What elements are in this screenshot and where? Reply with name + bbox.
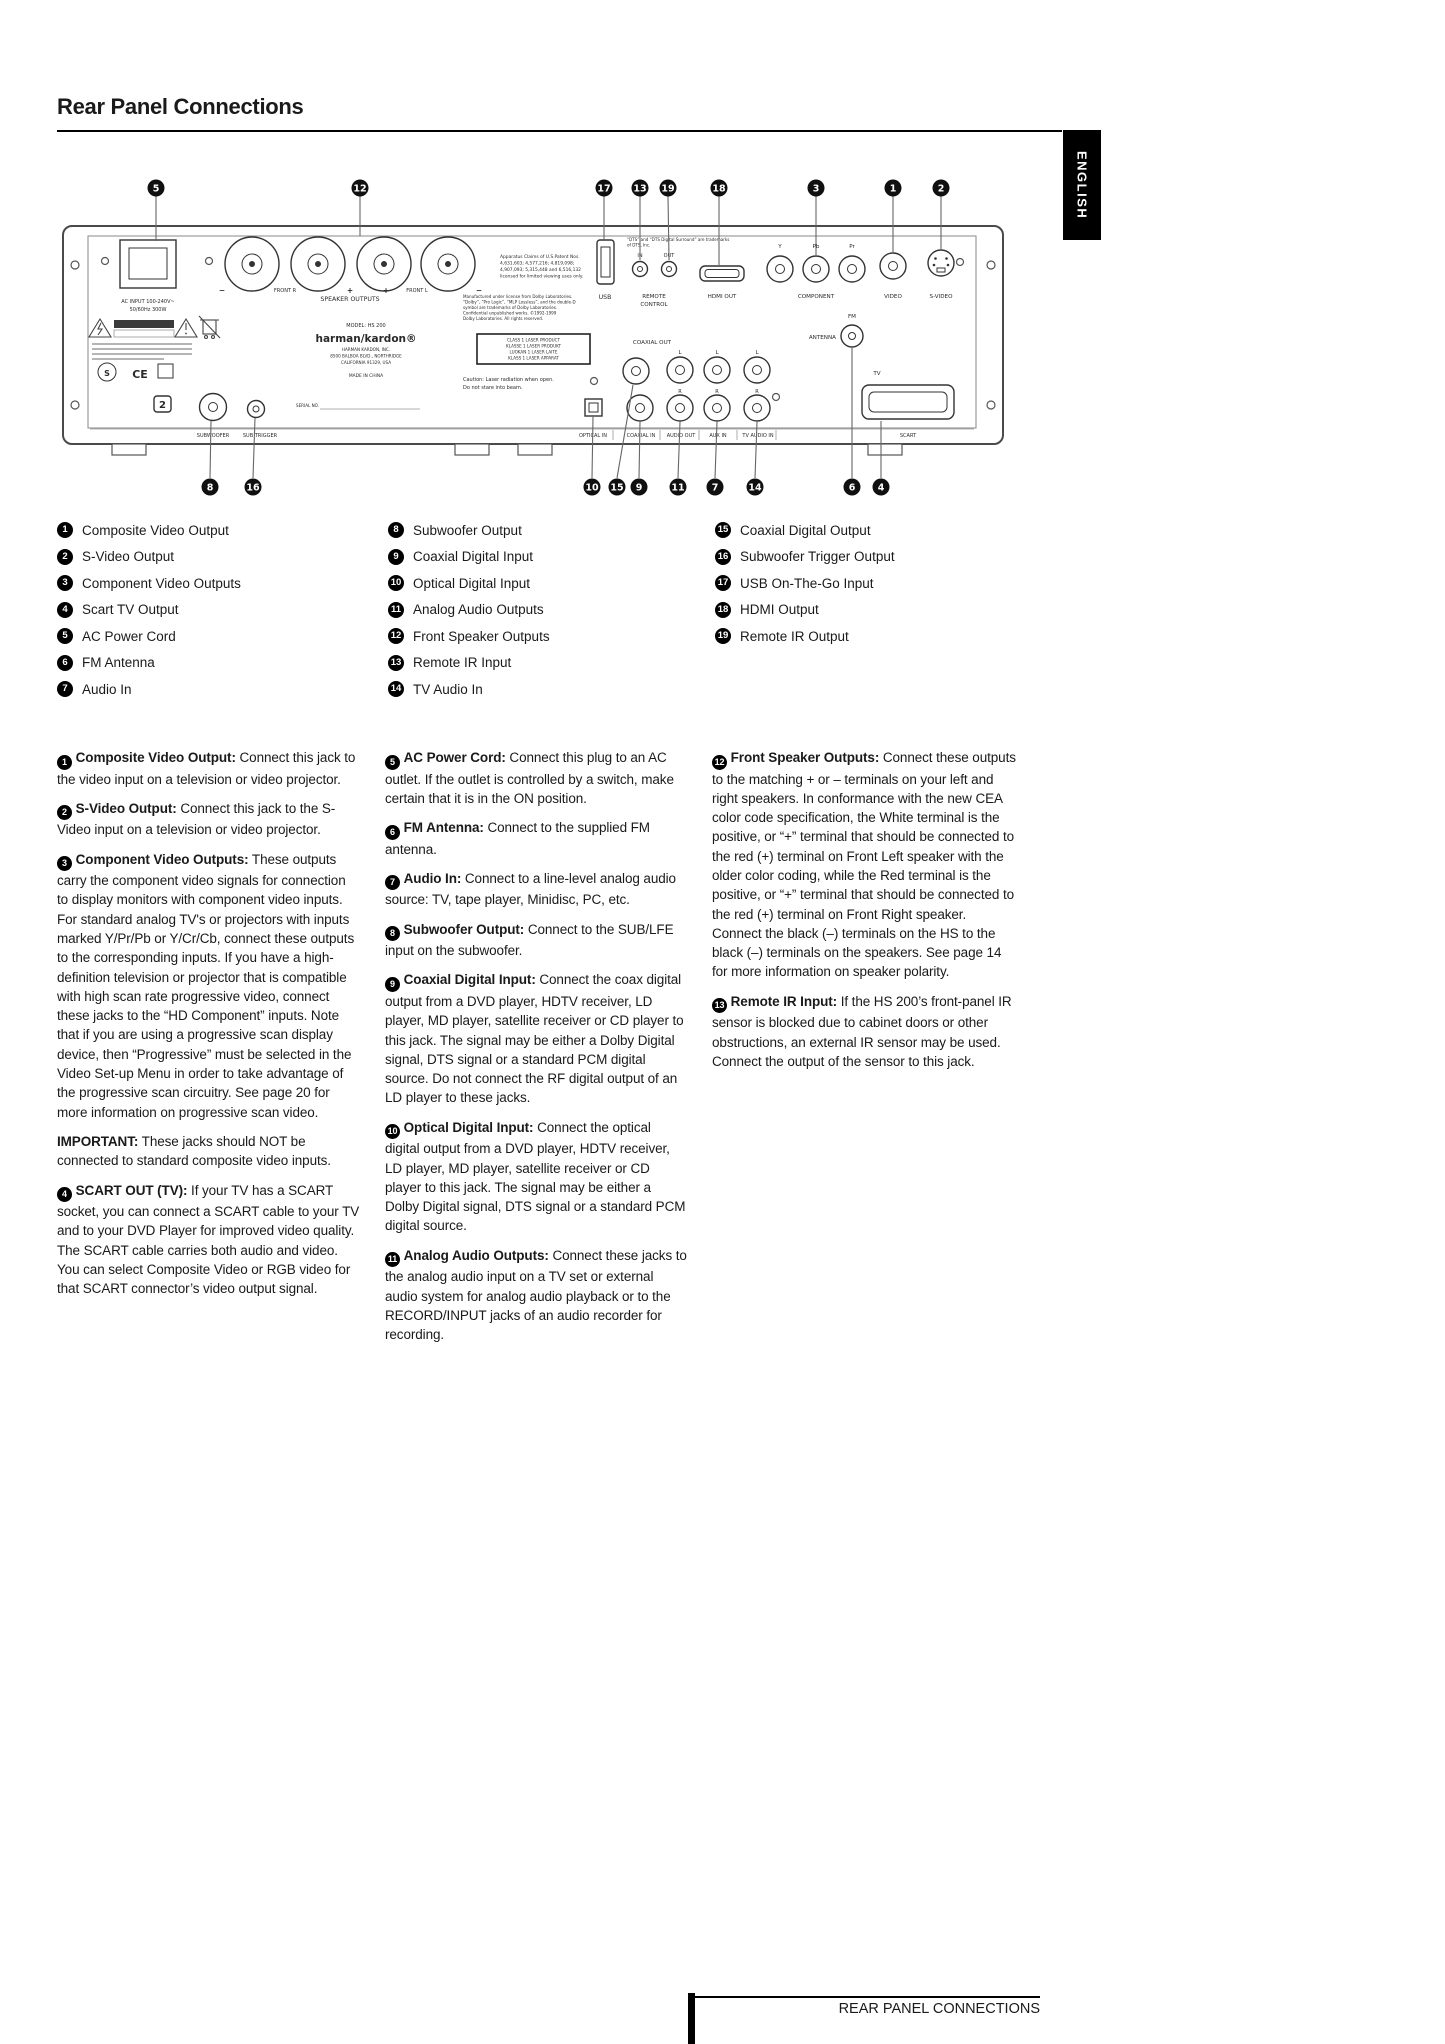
footer-label: REAR PANEL CONNECTIONS [838,2001,1040,2017]
description-title: FM Antenna: [403,820,484,836]
svg-text:9: 9 [635,482,643,494]
svg-text:10: 10 [585,482,599,494]
svg-text:5: 5 [152,183,160,195]
svg-text:8: 8 [206,482,214,494]
legend-label: AC Power Cord [82,628,176,644]
legend-item [388,549,715,565]
legend [57,522,1067,697]
legend-item [715,575,1055,591]
svg-text:13: 13 [633,183,647,195]
description-body: Connect this plug to an AC outlet. If the outlet is controlled by a switch, make certain that it is in the ON position. [385,750,674,806]
description-title: Optical Digital Input: [403,1119,534,1135]
svg-text:SERIAL NO.: SERIAL NO. [296,403,320,408]
svg-text:“DTS” and “DTS Digital Surroun: “DTS” and “DTS Digital Surround” are trademarks [627,237,730,242]
description-body: Connect to the SUB/LFE input on the subwoofer. [385,921,674,959]
svg-text:50/60Hz 300W: 50/60Hz 300W [129,307,167,313]
svg-text:L: L [678,350,682,356]
description-title: Component Video Outputs: [75,851,249,867]
svg-text:VIDEO: VIDEO [884,294,902,300]
svg-text:“Dolby”, “Pro Logic”, “MLP Los: “Dolby”, “Pro Logic”, “MLP Lossless”, and the double-D [463,299,576,305]
page-title: Rear Panel Connections [57,94,304,119]
legend-item [388,575,715,591]
svg-text:Caution: Laser radiation when: Caution: Laser radiation when open. [463,377,554,383]
footer-rule [695,1996,1040,1998]
svg-text:FRONT R: FRONT R [273,288,297,294]
description-block [385,970,688,1107]
svg-text:Pr: Pr [849,244,855,250]
description-number-badge: 11 [385,1252,400,1267]
description-body: These outputs carry the component video signals for connection to display monitors with component video inputs. For standard analog TV's or projectors with inputs marked Y/Pr/Pb or Y/Cr/Cb, connect these outputs to the corresponding inputs. If you have a high-definition television or projector that is compatible with high scan rate progressive video, connect these jacks to the “HD Component” inputs. Note that if you are using a progressive scan display device, then “Progressive” must be selected in the Video Set-up Menu in order to take advantage of the progressive scan circuitry. See page 20 for more information on progressive scan video. [57,851,355,1120]
description-block [385,748,688,808]
svg-text:CONTROL: CONTROL [640,302,668,308]
svg-text:AUX IN: AUX IN [709,433,727,439]
description-body: Connect to a line-level analog audio source: TV, tape player, Minidisc, PC, etc. [385,870,676,908]
svg-text:COMPONENT: COMPONENT [797,294,835,300]
svg-text:2: 2 [937,183,945,195]
svg-text:11: 11 [671,482,685,494]
legend-item [715,549,1055,565]
description-block [385,1246,688,1345]
svg-text:L: L [715,350,719,356]
svg-text:REMOTE: REMOTE [642,294,666,300]
svg-text:of DTS, Inc.: of DTS, Inc. [627,242,651,248]
svg-text:R: R [755,389,759,395]
legend-label: S-Video Output [82,549,175,564]
svg-text:6: 6 [848,482,856,494]
description-title: Subwoofer Output: [403,921,525,937]
svg-text:ANTENNA: ANTENNA [808,335,836,341]
description-number-badge: 5 [385,755,400,770]
legend-label: Remote IR Input [413,655,512,670]
svg-text:L: L [755,350,759,356]
svg-text:TV: TV [873,371,881,377]
svg-text:HDMI OUT: HDMI OUT [707,294,737,300]
legend-column-3 [715,522,1055,697]
svg-text:COAXIAL IN: COAXIAL IN [626,433,656,439]
description-column-1 [57,748,360,1309]
legend-item [57,522,388,538]
description-block [385,818,688,859]
svg-text:4: 4 [877,482,885,494]
description-block [385,869,688,910]
legend-label: Remote IR Output [740,628,849,644]
description-body: Connect these jacks to the analog audio input on a TV set or external audio system for analog audio playback or to the RECORD/INPUT jacks of an audio recorder for recording. [385,1247,687,1343]
svg-text:MADE IN CHINA: MADE IN CHINA [348,374,384,379]
description-title: IMPORTANT: [57,1133,139,1149]
svg-text:Confidential unpublished works: Confidential unpublished works. ©1992-1999 [463,310,557,316]
legend-number-badge: 7 [57,681,73,697]
legend-number-badge: 10 [388,575,404,591]
svg-text:2: 2 [159,400,166,411]
legend-item [388,628,715,644]
svg-text:8500 BALBOA BLVD., NORTHRIDGE: 8500 BALBOA BLVD., NORTHRIDGE [330,353,402,359]
description-number-badge: 3 [57,856,72,871]
description-column-3 [712,748,1018,1081]
description-title: Audio In: [403,870,462,886]
legend-label: Optical Digital Input [413,575,531,591]
description-title: AC Power Cord: [403,750,506,765]
legend-number-badge: 1 [57,522,73,538]
svg-text:OUT: OUT [663,253,675,259]
description-body: Connect this jack to the video input on a television or video projector. [57,750,356,787]
svg-text:HARMAN KARDON, INC.: HARMAN KARDON, INC. [341,347,391,352]
legend-number-badge: 9 [388,549,404,565]
description-block [57,799,360,840]
legend-label: Audio In [82,681,132,697]
legend-label: Subwoofer Output [413,522,522,538]
legend-number-badge: 3 [57,575,73,591]
svg-text:R: R [678,389,682,395]
legend-label: Subwoofer Trigger Output [740,549,895,564]
legend-number-badge: 19 [715,628,731,644]
svg-text:KLASS 1 LASER APPARAT: KLASS 1 LASER APPARAT [508,355,559,361]
svg-text:LUOKAN 1 LASER LAITE: LUOKAN 1 LASER LAITE [509,349,558,355]
description-title: SCART OUT (TV): [75,1182,188,1198]
svg-text:R: R [715,389,719,395]
description-block [712,992,1018,1071]
svg-text:CALIFORNIA 91329, USA: CALIFORNIA 91329, USA [340,360,392,365]
svg-text:Dolby Laboratories. All rights: Dolby Laboratories. All rights reserved. [463,316,544,321]
svg-text:18: 18 [712,183,726,195]
svg-text:4,907,093; 5,315,448 and 6,516: 4,907,093; 5,315,448 and 6,516,132 [500,268,581,273]
legend-number-badge: 6 [57,655,73,671]
description-body: Connect these outputs to the matching + or – terminals on your left and right speakers. In conformance with the new CEA color code specification, the White terminal is the positive, or “+” terminal that should be connected to the red (+) terminal on Front Left speaker with the older color coding, while the Red terminal is the positive, or “+” terminal that should be connected to the red (+) terminal on Front Right speaker. Connect the black (–) terminals on the HS to the black (–) terminals on the speakers. See page 14 for more information on speaker polarity. [712,750,1016,980]
legend-item [715,628,1055,644]
legend-label: Component Video Outputs [82,575,241,591]
legend-item [57,575,388,591]
footer-bar [688,1993,695,2044]
legend-label: Scart TV Output [82,602,179,617]
legend-number-badge: 18 [715,602,731,618]
description-block [57,850,360,1122]
svg-text:Apparatus Claims of U.S.Patent: Apparatus Claims of U.S.Patent Nos. [500,255,580,260]
svg-text:1: 1 [889,183,897,195]
svg-text:CE: CE [132,368,148,381]
legend-item [57,628,388,644]
title-rule [57,130,1062,132]
svg-text:USB: USB [598,294,612,301]
legend-item [388,681,715,697]
description-number-badge: 10 [385,1124,400,1139]
rear-panel-diagram [57,170,1010,500]
description-body: If your TV has a SCART socket, you can connect a SCART cable to your TV and to your DVD Player for improved video quality. The SCART cable carries both audio and video. You can select Composite Video or RGB video for that SCART connector’s video output signal. [57,1182,360,1297]
legend-label: Front Speaker Outputs [413,628,550,644]
description-number-badge: 12 [712,755,727,770]
ac-power-inlet [120,240,176,313]
legend-item [57,681,388,697]
legend-label: Coaxial Digital Output [740,522,871,538]
description-number-badge: 9 [385,977,400,992]
legend-number-badge: 4 [57,602,73,618]
svg-text:S: S [104,369,110,378]
legend-item [388,522,715,538]
svg-text:12: 12 [353,183,367,195]
description-body: Connect the coax digital output from a DVD player, HDTV receiver, LD player, MD player, satellite receiver or CD player to this jack. The signal may be either a Dolby Digital signal, DTS signal or a standard PCM digital source. Do not connect the RF digital output of an LD player to these jacks. [385,972,684,1106]
legend-number-badge: 8 [388,522,404,538]
legend-label: HDMI Output [740,602,819,617]
svg-text:15: 15 [610,482,624,494]
svg-text:AC INPUT 100-240V~: AC INPUT 100-240V~ [121,299,175,305]
svg-text:+: + [346,286,354,295]
svg-text:3: 3 [812,183,820,195]
subwoofer-jack [200,394,227,421]
legend-item [57,549,388,565]
legend-item [388,655,715,671]
description-body: Connect to the supplied FM antenna. [385,820,650,857]
legend-item [715,602,1055,618]
svg-text:7: 7 [711,482,719,494]
svg-text:19: 19 [661,183,675,195]
svg-text:FM: FM [847,314,857,320]
description-title: Composite Video Output: [75,750,236,765]
legend-label: Coaxial Digital Input [413,549,534,564]
svg-text:Manufactured under license fro: Manufactured under license from Dolby Laboratories. [463,294,573,299]
description-title: Analog Audio Outputs: [403,1247,549,1263]
legend-column-1 [57,522,388,697]
svg-text:Pb: Pb [812,244,820,250]
legend-number-badge: 12 [388,628,404,644]
legend-item [57,602,388,618]
svg-text:OPTICAL IN: OPTICAL IN [579,433,607,439]
legend-label: USB On-The-Go Input [740,575,874,591]
svg-text:14: 14 [748,482,762,494]
optical-in-port [585,399,602,416]
description-block-important [57,1132,360,1171]
legend-number-badge: 2 [57,549,73,565]
description-number-badge: 8 [385,926,400,941]
svg-text:4,631,603; 4,577,216; 4,819,09: 4,631,603; 4,577,216; 4,819,098; [500,261,575,267]
description-block [57,1181,360,1299]
svg-text:KLASSE 1 LASER PRODUKT: KLASSE 1 LASER PRODUKT [506,343,561,349]
svg-text:S-VIDEO: S-VIDEO [929,294,953,300]
description-body: If the HS 200’s front-panel IR sensor is blocked due to cabinet doors or other obstructions, an external IR sensor may be used. Connect the output of the sensor to this jack. [712,993,1012,1069]
description-title: Front Speaker Outputs: [730,750,880,765]
svg-text:17: 17 [597,183,611,195]
description-body: These jacks should NOT be connected to standard composite video inputs. [57,1133,331,1169]
description-block [57,748,360,789]
description-block [385,920,688,961]
legend-number-badge: 11 [388,602,404,618]
svg-text:−: − [218,286,226,295]
description-title: S-Video Output: [75,800,177,816]
svg-text:SPEAKER OUTPUTS: SPEAKER OUTPUTS [320,296,380,303]
description-block [385,1118,688,1236]
legend-number-badge: 5 [57,628,73,644]
description-number-badge: 6 [385,825,400,840]
description-number-badge: 7 [385,875,400,890]
description-number-badge: 2 [57,805,72,820]
svg-text:FRONT L: FRONT L [406,288,428,294]
legend-label: Composite Video Output [82,522,229,538]
legend-number-badge: 14 [388,681,404,697]
description-number-badge: 1 [57,755,72,770]
legend-number-badge: 17 [715,575,731,591]
description-body: Connect this jack to the S-Video input on a television or video projector. [57,800,336,838]
svg-text:COAXIAL OUT: COAXIAL OUT [632,340,672,346]
description-number-badge: 4 [57,1187,72,1202]
svg-text:Do not stare into beam.: Do not stare into beam. [463,385,523,391]
description-number-badge: 13 [712,998,727,1013]
svg-text:16: 16 [246,482,260,494]
svg-text:TV AUDIO IN: TV AUDIO IN [742,433,774,439]
svg-text:AUDIO OUT: AUDIO OUT [666,433,696,439]
svg-text:Y: Y [778,244,782,250]
svg-text:MODEL: HS 200: MODEL: HS 200 [346,323,386,329]
legend-number-badge: 15 [715,522,731,538]
svg-text:harman/kardon®: harman/kardon® [315,333,417,345]
svg-text:symbol are trademarks of Dolby: symbol are trademarks of Dolby Laboratories. [463,305,558,310]
description-block [712,748,1018,982]
legend-number-badge: 16 [715,549,731,565]
svg-text:IN: IN [637,253,643,259]
legend-item [715,522,1055,538]
description-title: Remote IR Input: [730,993,838,1009]
legend-label: TV Audio In [413,681,483,697]
svg-text:SUB TRIGGER: SUB TRIGGER [242,433,278,439]
svg-text:SUBWOOFER: SUBWOOFER [196,433,230,439]
svg-text:CLASS 1 LASER PRODUCT: CLASS 1 LASER PRODUCT [507,337,560,343]
description-body: Connect the optical digital output from a DVD player, HDTV receiver, LD player, MD player, satellite receiver or CD player to this jack. The signal may be either a Dolby Digital signal, DTS signal or a standard PCM digital source. [385,1119,686,1234]
legend-label: Analog Audio Outputs [413,602,544,617]
svg-text:+: + [382,286,390,295]
legend-label: FM Antenna [82,655,155,670]
legend-item [57,655,388,671]
language-tab: ENGLISH [1063,130,1101,240]
sub-trigger-jack [248,401,265,418]
legend-item [388,602,715,618]
svg-text:licensed for limited viewing u: licensed for limited viewing uses only. [500,274,584,280]
description-title: Coaxial Digital Input: [403,972,536,988]
svg-text:SCART: SCART [899,433,917,439]
legend-number-badge: 13 [388,655,404,671]
svg-text:−: − [475,286,483,295]
legend-column-2 [388,522,715,697]
description-column-2 [385,748,688,1354]
